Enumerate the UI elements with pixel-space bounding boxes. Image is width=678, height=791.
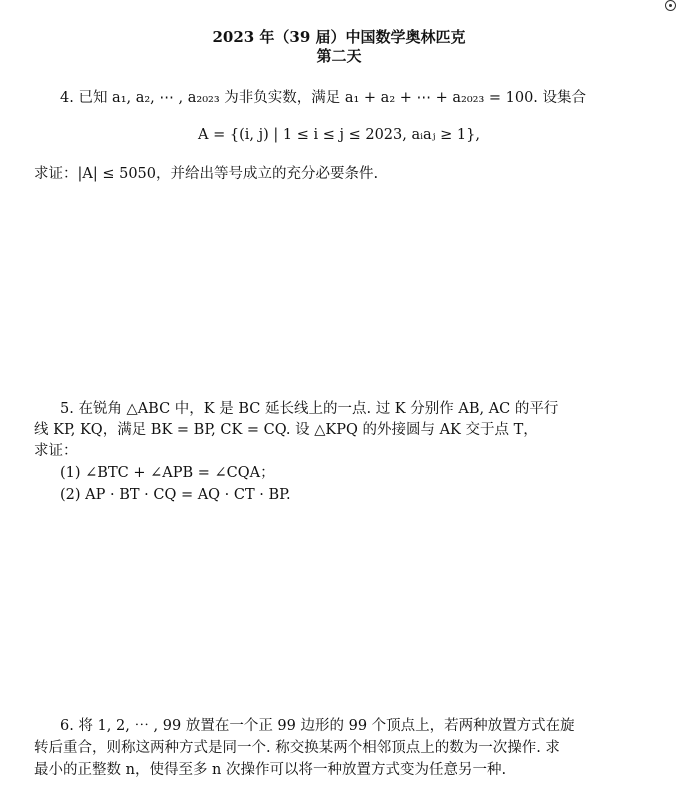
problem-5-item-1: (1) ∠BTC + ∠APB = ∠CQA； — [60, 465, 275, 481]
problem-6-line-3: 最小的正整数 n，使得至多 n 次操作可以将一种放置方式变为任意另一种. — [34, 762, 507, 778]
problem-4-conclusion: 求证：|A| ≤ 5050，并给出等号成立的充分必要条件. — [34, 166, 379, 182]
problem-5-line-3: 求证： — [34, 443, 78, 459]
problem-4-equation: A = {(i, j) | 1 ≤ i ≤ j ≤ 2023, aᵢaⱼ ≥ 1}, — [198, 127, 480, 143]
problem-6-line-1: 6. 将 1, 2, ⋯ , 99 放置在一个正 99 边形的 99 个顶点上，若两种放置方式在旋 — [60, 718, 575, 734]
settings-circle-icon[interactable] — [665, 0, 676, 11]
problem-4-statement: 4. 已知 a₁, a₂, ⋯ , a₂₀₂₃ 为非负实数，满足 a₁ + a₂ + ⋯ + a₂₀₂₃ = 100. 设集合 — [60, 90, 587, 106]
problem-6-line-2: 转后重合，则称这两种方式是同一个. 称交换某两个相邻顶点上的数为一次操作. 求 — [34, 740, 560, 756]
title-line-1: 2023 年（39 届）中国数学奥林匹克 — [212, 28, 466, 46]
problem-5-line-2: 线 KP, KQ，满足 BK = BP, CK = CQ. 设 △KPQ 的外接圆与 AK 交于点 T， — [34, 422, 538, 438]
problem-5-item-2: (2) AP · BT · CQ = AQ · CT · BP. — [60, 487, 291, 503]
problem-5-line-1: 5. 在锐角 △ABC 中，K 是 BC 延长线上的一点. 过 K 分别作 AB, AC 的平行 — [60, 401, 559, 417]
title-line-2: 第二天 — [316, 47, 362, 65]
page-title — [0, 28, 678, 66]
